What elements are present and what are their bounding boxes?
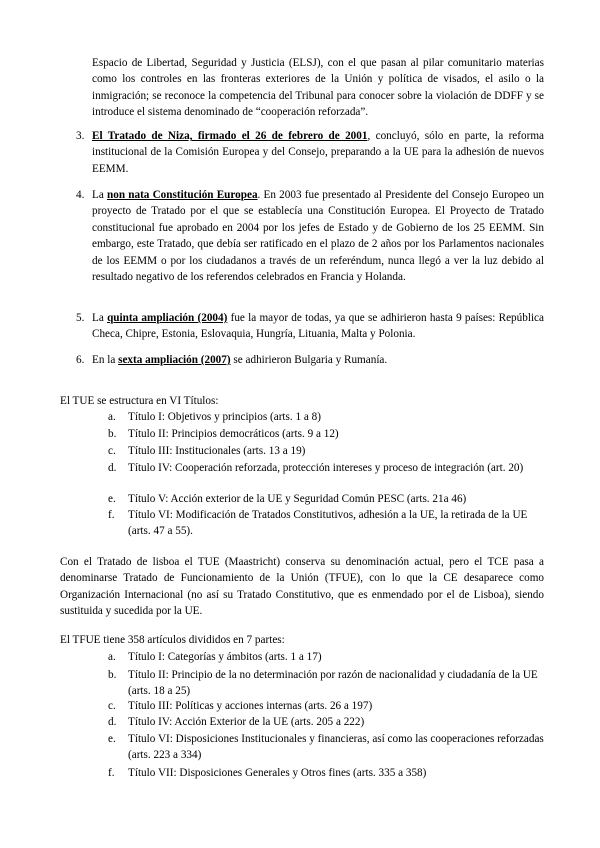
numbered-item-4 bbox=[76, 187, 544, 285]
tue-title-e: e. Título V: Acción exterior de la UE y Seguridad Común PESC (arts. 21a 46) bbox=[108, 493, 467, 505]
item-body: La quinta ampliación (2004) fue la mayor de todas, ya que se adhirieron hasta 9 países: República Checa, Chipre, Estonia, Eslovaquia, Hungría, Lituania, Malta y Polonia. bbox=[92, 312, 544, 341]
tfue-title-d: d. Título IV: Acción Exterior de la UE (arts. 205 a 222) bbox=[108, 716, 365, 728]
item-body: En la sexta ampliación (2007) se adhirieron Bulgaria y Rumanía. bbox=[92, 354, 388, 366]
item-title: quinta ampliación (2004) bbox=[107, 312, 228, 324]
item-title: sexta ampliación (2007) bbox=[118, 354, 231, 366]
tfue-title-f: f. Título VII: Disposiciones Generales y Otros fines (arts. 335 a 358) bbox=[108, 767, 427, 779]
item-title: non nata Constitución Europea bbox=[107, 189, 258, 201]
tfue-title-b: b. Título II: Principio de la no determinación por razón de nacionalidad y ciudadanía de la UE (arts. 18 a 25) bbox=[108, 669, 538, 698]
item-body: El Tratado de Niza, firmado el 26 de febrero de 2001, concluyó, sólo en parte, la reforma institucional de la Comisión Europea y del Consejo, preparando a la UE para la adhesión de nuevos EEMM. bbox=[92, 130, 544, 175]
tfue-title-e: e. Título VI: Disposiciones Institucionales y financieras, así como las cooperaciones reforzadas (arts. 223 a 334) bbox=[108, 733, 544, 762]
tue-title-b: b. Título II: Principios democráticos (arts. 9 a 12) bbox=[108, 428, 339, 440]
tue-title-d: d. Título IV: Cooperación reforzada, protección intereses y proceso de integración (art. 20) bbox=[108, 462, 524, 474]
item-title: El Tratado de Niza, firmado el 26 de febrero de 2001 bbox=[92, 130, 368, 142]
tfue-intro: El TFUE tiene 358 artículos divididos en 7 partes: bbox=[60, 634, 285, 646]
item-number: 3. bbox=[76, 130, 85, 142]
item-number: 4. bbox=[76, 189, 85, 201]
item-number: 6. bbox=[76, 354, 85, 366]
tue-intro: El TUE se estructura en VI Títulos: bbox=[60, 395, 219, 407]
intro-continuation: Espacio de Libertad, Seguridad y Justicia (ELSJ), con el que pasan al pilar comunitario materias como los controles en las fronteras exteriores de la Unión y política de visados, el asilo o la inmigración; se reconoce la competencia del Tribunal para conocer sobre la violación de DDFF y se introduce el sistema denominado de “cooperación reforzada”. bbox=[92, 57, 544, 119]
item-number: 5. bbox=[76, 312, 85, 324]
tue-title-c: c. Título III: Institucionales (arts. 13 a 19) bbox=[108, 445, 306, 457]
item-body: La non nata Constitución Europea. En 2003 fue presentado al Presidente del Consejo Europeo un proyecto de Tratado por el que se establecía una Constitución Europea. El Proyecto de Tratado constitucional fue aprobado en 2004 por los jefes de Estado y de Gobierno de los 25 EEMM. Sin embargo, este Tratado, que debía ser ratificado en el plazo de 2 años por los Parlamentos nacionales de los EEMM o por los ciudadanos a través de un referéndum, nunca llegó a ver la luz debido al resultado negativo de los referendos celebrados en Francia y Holanda. bbox=[92, 189, 545, 284]
lisboa-paragraph: Con el Tratado de lisboa el TUE (Maastricht) conserva su denominación actual, pero el TCE pasa a denominarse Tratado de Funcionamiento de la Unión (TFUE), con lo que la CE desaparece como Organización Internacional (no así su Tratado Constitutivo, que es enmendado por el de Lisboa), siendo sustituida y sucedida por la UE. bbox=[60, 556, 544, 618]
tfue-title-a: a. Título I: Categorías y ámbitos (arts. 1 a 17) bbox=[108, 651, 322, 663]
numbered-item-6 bbox=[76, 352, 544, 368]
tfue-title-c: c. Título III: Políticas y acciones internas (arts. 26 a 197) bbox=[108, 700, 373, 712]
numbered-item-5 bbox=[76, 310, 544, 343]
numbered-item-3 bbox=[76, 128, 544, 177]
tue-title-f: f. Título VI: Modificación de Tratados Constitutivos, adhesión a la UE, la retirada de la UE (arts. 47 a 55). bbox=[108, 509, 528, 538]
tue-title-a: a. Título I: Objetivos y principios (arts. 1 a 8) bbox=[108, 411, 321, 423]
